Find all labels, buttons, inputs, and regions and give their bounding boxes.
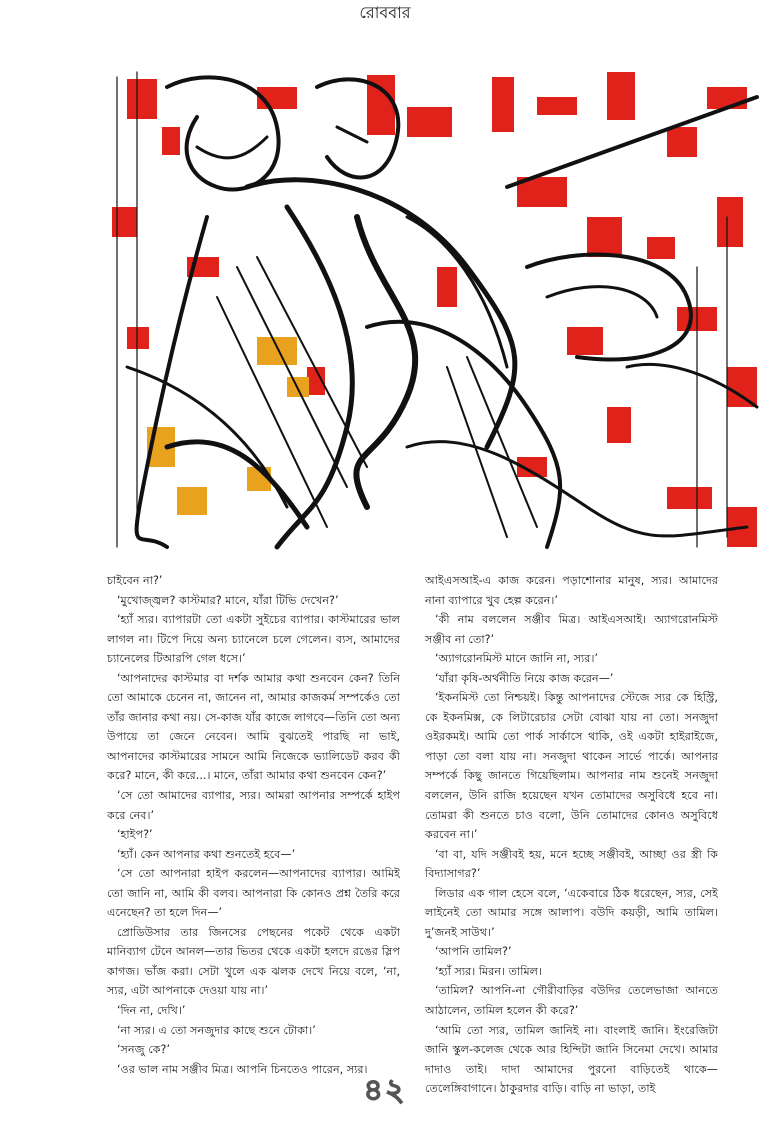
- paragraph: ‘যাঁরা কৃষি-অর্থনীতি নিয়ে কাজ করেন—’: [435, 671, 614, 685]
- ink-strokes: [117, 72, 757, 547]
- red-color-blocks: [112, 72, 757, 547]
- paragraph: ‘বা বা, যদি সঞ্জীবই হয়, মনে হচ্ছে সঞ্জীবই, আচ্ছা ওর স্ত্রী কি বিদ্যাসাগর?’: [425, 847, 718, 881]
- paragraph: প্রোডিউসার তার জিনসের পেছনের পকেট থেকে একটা মানিব্যাগ টেনে আনল—তার ভিতর থেকে একটা হলদে রঙের স্লিপ কাগজ। ভাঁজ করা। সেটা খুলে এক ঝলক দেখে নিয়ে বলে, ‘না, স্যর, এটা আপনাকে দেওয়া যায় না।’: [107, 925, 400, 998]
- paragraph: ‘তামিল? আপনি-না গৌরীবাড়ির বউদির তেলেভাজা আনতে আঠালেন, তামিল হলেন কী করে?’: [425, 984, 718, 1018]
- paragraph: ‘ওর ভাল নাম সঞ্জীব মিত্র। আপনি চিনতেও পারেন, স্যর।: [117, 1062, 368, 1076]
- paragraph: ‘মুখোজ্জ্বল? কাস্টমার? মানে, যাঁরা টিভি দেখেন?’: [117, 593, 339, 607]
- paragraph: ‘আপনাদের কাস্টমার বা দর্শক আমার কথা শুনবেন কেন? তিনি তো আমাকে চেনেন না, জানেন না, আমার কাজকর্ম সম্পর্কেও তো তাঁর জানার কথা নয়। সে-কাজ যাঁর কাজে লাগবে—তিনি তো অন্য উপায়ে তা জেনে নেবেন। আমি বুঝতেই পারছি না ভাই, আপনাদের কাস্টমারের সামনে আমি নিজেকে ভ্যালিডেট করব কী করে? মানে, কী করে...। মানে, তাঁরা আমার কথা শুনবেন কেন?’: [107, 671, 400, 783]
- sketch-illustration: [107, 67, 763, 556]
- paragraph: ‘সে তো আমাদের ব্যাপার, স্যর। আমরা আপনার সম্পর্কে হাইপ করে নেব।’: [107, 789, 400, 822]
- paragraph: আইএসআই-এ কাজ করেন। পড়াশোনার মানুষ, স্যর। আমাদের নানা ব্যাপারে খুব হেল্প করেন।’: [425, 574, 718, 607]
- paragraph: ‘কী নাম বললেন সঞ্জীব মিত্র। আইএসআই। অ্যাগরোনমিস্ট সঞ্জীব না তো?’: [425, 613, 718, 646]
- paragraph: ‘হ্যাঁ। কেন আপনার কথা শুনতেই হবে—’: [117, 847, 296, 861]
- paragraph: ‘হ্যাঁ স্যর। মিরন। তামিল।: [435, 964, 543, 978]
- paragraph: লিডার এক গাল হেসে বলে, ‘একেবারে ঠিক ধরেছেন, স্যর, সেই লাইনেই তো আমার সঙ্গে আলাপ। বউদি কয়ড়ী, আমি তামিল। দু’জনই সাউথ।’: [425, 886, 718, 939]
- paragraph: ‘আমি তো স্যর, তামিল জানিই না। বাংলাই জানি। ইংরেজিটা জানি স্কুল-কলেজ থেকে আর হিন্দিটা জানি সিনেমা দেখে। আমার দাদাও তাই। দাদা আমাদের পুরনো বাড়িতেই থাকে—তেলেঙ্গিবাগানে। ঠাকুরদার বাড়ি। বাড়ি না ভাড়া, তাই: [425, 1023, 718, 1096]
- paragraph: চাইবেন না?’: [107, 574, 163, 587]
- paragraph: ‘হ্যাঁ স্যর। ব্যাপারটা তো একটা সুইচের ব্যাপার। কাস্টমারের ভাল লাগল না। টিপে দিয়ে অন্য চ্যানেলে চলে গেলেন। ব্যস, আমাদের চ্যানেলের টিআরপি গেল ধসে।’: [107, 613, 400, 666]
- paragraph: ‘অ্যাগরোনমিস্ট মানে জানি না, স্যর।’: [435, 652, 599, 666]
- paragraph: ‘হাইপ?’: [117, 828, 153, 842]
- paragraph: ‘দিন না, দেখি।’: [117, 1004, 186, 1018]
- paragraph: ‘আপনি তামিল?’: [435, 945, 512, 959]
- magazine-name: রোববার: [359, 3, 411, 22]
- illustration-canvas: [107, 67, 763, 556]
- left-text-column: [107, 571, 400, 1079]
- paragraph: ‘না স্যর। এ তো সনজুদার কাছে শুনে টোকা।’: [117, 1023, 316, 1037]
- paragraph: ‘ইকনমিস্ট তো নিশ্চয়ই। কিন্তু আপনাদের স্টেজে স্যর কে হিস্ট্রি, কে ইকনমিক্স, কে লিটারেচার সেটা বোঝা যায় না তো। সনজুদা ওইরকমই। আমি তো পার্ক সার্কাসে থাকি, ওই একটা হাইরাইজে, পাড়া তো বলা যায় না। সনজুদা থাকেন সার্ভে পার্কে। আপনার সম্পর্কে কিছু জানতে গিয়েছিলাম। আপনার নাম শুনেই সনজুদা বললেন, উনি রাজি হয়েছেন যখন তোমাদের অসুবিধে হবে না। তোমরা কী শুনতে চাও বলো, উনি তোমাদের কোনও অসুবিধে করবেন না।’: [425, 691, 718, 842]
- paragraph: ‘সে তো আপনারা হাইপ করলেন—আপনাদের ব্যাপার। আমিই তো জানি না, আমি কী বলব। আপনারা কি কোনও প্রশ্ন তৈরি করে এনেছেন? তা হলে দিন—’: [107, 867, 400, 920]
- page-number: ৪২: [363, 1073, 407, 1108]
- right-text-column: [425, 571, 718, 1099]
- paragraph: ‘সনজু কে?’: [117, 1043, 171, 1057]
